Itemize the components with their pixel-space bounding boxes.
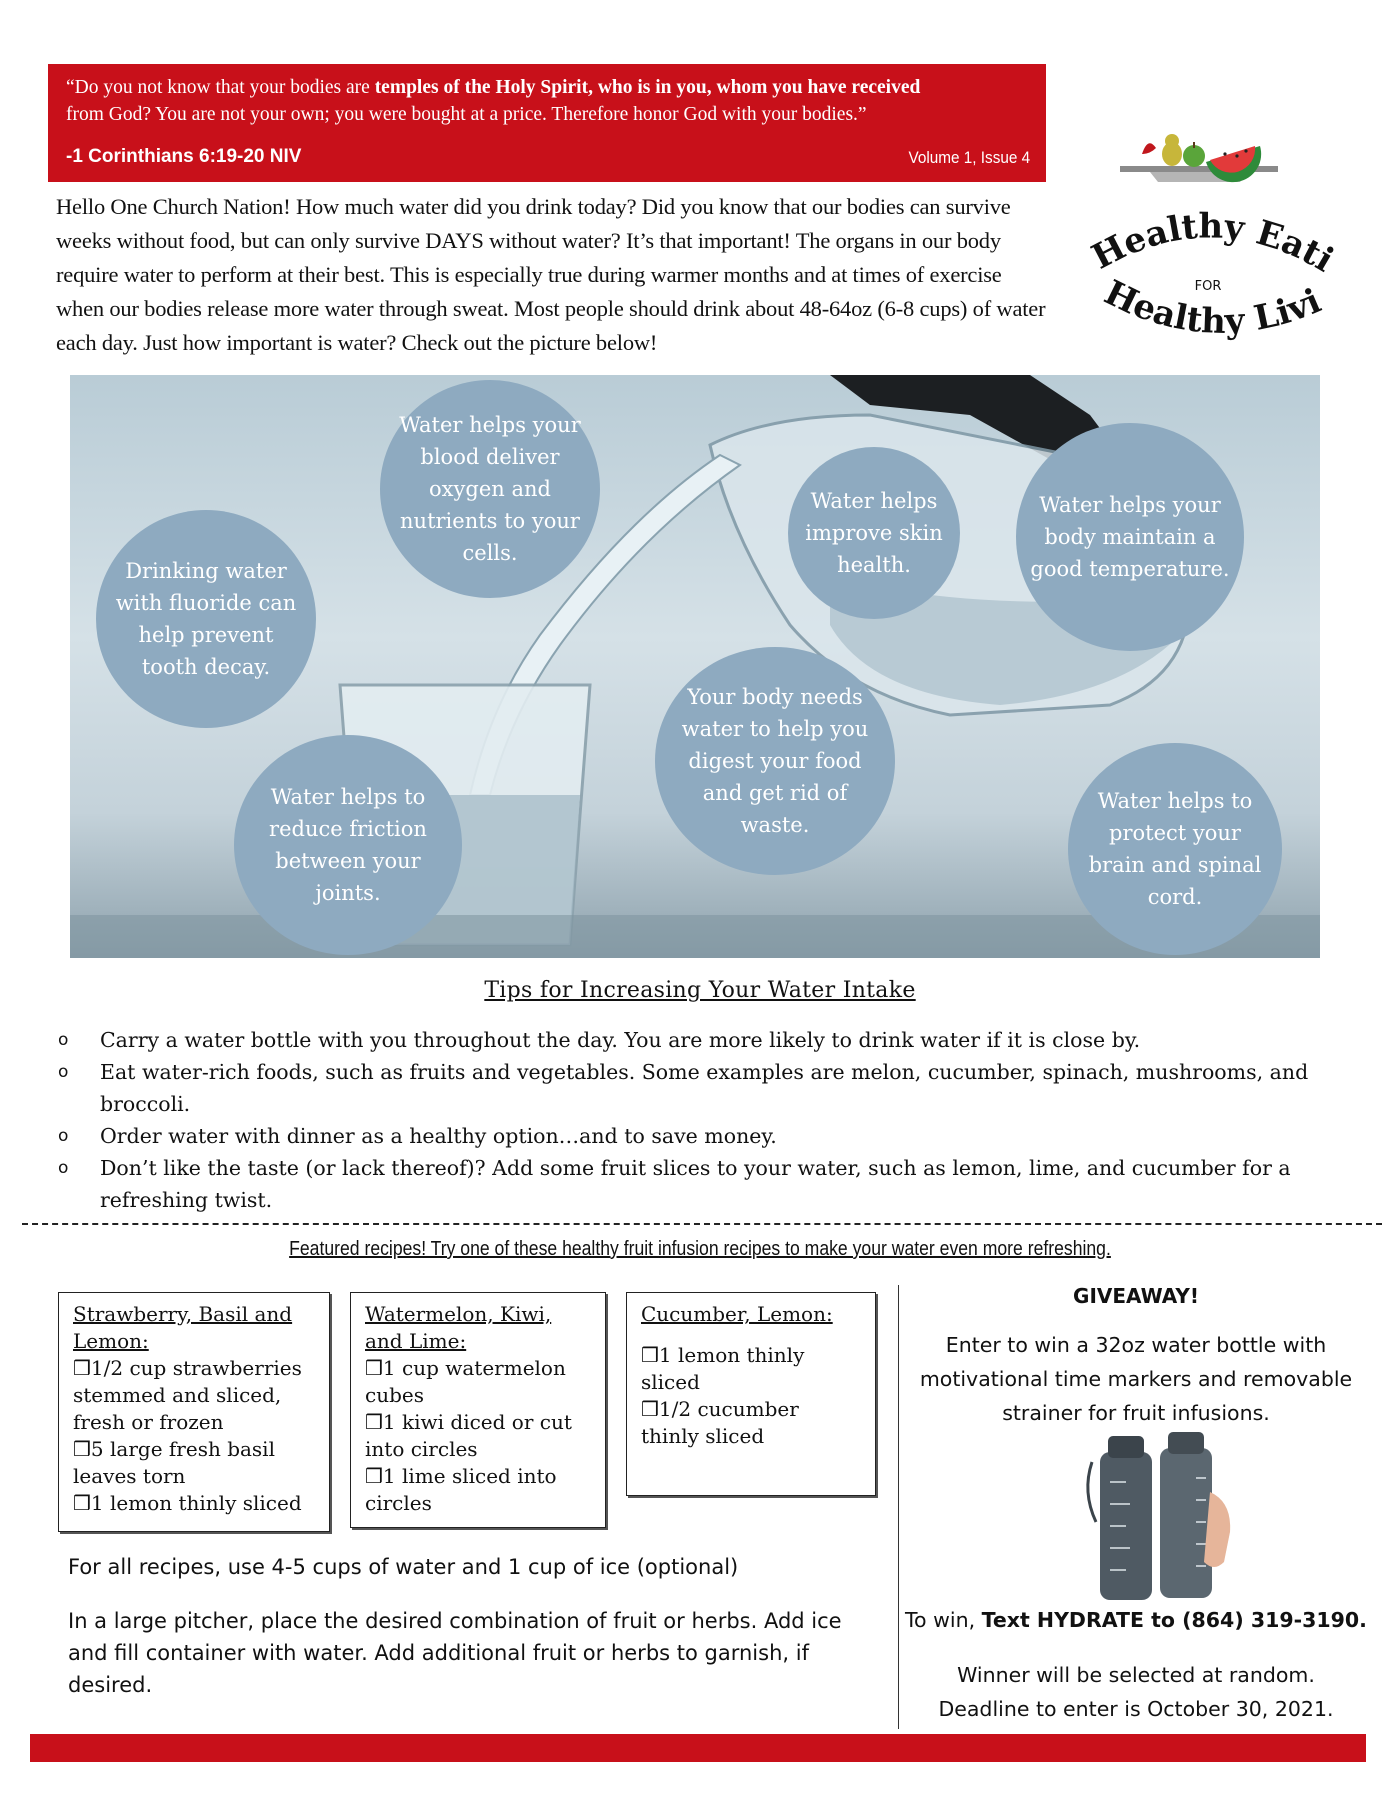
tip-item — [58, 1152, 1348, 1216]
recipe-title: Strawberry, Basil and Lemon: — [73, 1302, 293, 1353]
giveaway-text-code: Text HYDRATE to (864) 319-3190. — [981, 1608, 1367, 1632]
recipe-ingredient: ❒1 lemon thinly sliced — [641, 1343, 805, 1394]
bubble-blood-oxygen: Water helps your blood deliver oxygen and nutrients to your cells. — [380, 380, 600, 598]
giveaway-deadline: Deadline to enter is October 30, 2021. — [938, 1697, 1334, 1721]
giveaway-title: GIVEAWAY! — [1073, 1284, 1199, 1308]
quote-text-bold: temples of the Holy Spirit, who is in you, whom you have received — [374, 77, 921, 98]
tip-item — [58, 1024, 1348, 1056]
tips-list — [58, 1024, 1348, 1216]
giveaway-description: Enter to win a 32oz water bottle with motivational time markers and removable strainer for fruit infusions. — [919, 1333, 1353, 1425]
giveaway-instructions-prefix: To win, — [905, 1608, 982, 1632]
recipe-ingredient: ❒1 kiwi diced or cut into circles — [365, 1410, 572, 1461]
bubble-brain-spinal: Water helps to protect your brain and spinal cord. — [1068, 743, 1282, 955]
bubble-skin-health: Water helps improve skin health. — [788, 447, 960, 619]
recipes-title: Featured recipes! Try one of these healthy fruit infusion recipes to make your water even more refreshing. — [289, 1238, 1111, 1260]
water-pouring-image — [70, 375, 1320, 958]
scripture-quote — [66, 74, 1028, 128]
recipe-ingredient: ❒1 lemon thinly sliced — [73, 1491, 302, 1515]
bubble-tooth-decay: Drinking water with fluoride can help prevent tooth decay. — [96, 510, 316, 728]
tip-item — [58, 1120, 1348, 1152]
bubble-digestion: Your body needs water to help you digest your food and get rid of waste. — [655, 647, 895, 875]
logo-line2: FOR — [1194, 279, 1222, 294]
healthy-eating-logo — [1090, 110, 1350, 360]
bullet-icon: o — [58, 1158, 69, 1178]
tip-text: Carry a water bottle with you throughout the day. You are more likely to drink water if it is close by. — [100, 1028, 1141, 1052]
bubble-joints: Water helps to reduce friction between your joints. — [234, 735, 462, 955]
tip-text: Order water with dinner as a healthy option…and to save money. — [100, 1124, 777, 1148]
recipe-ingredient: ❒1/2 cucumber thinly sliced — [641, 1397, 799, 1448]
bullet-icon: o — [58, 1030, 69, 1050]
logo-line3: Healthy Livi — [1098, 272, 1327, 343]
bubble-temperature: Water helps your body maintain a good temperature. — [1016, 423, 1244, 651]
water-bottle-icon — [1078, 1432, 1248, 1602]
recipe-note-instructions: In a large pitcher, place the desired combination of fruit or herbs. Add ice and fill container with water. Add additional fruit or herbs to garnish, if desired. — [68, 1609, 842, 1697]
bullet-icon: o — [58, 1062, 69, 1082]
recipe-ingredient: ❒1 cup watermelon cubes — [365, 1356, 566, 1407]
quote-text-2: from God? You are not your own; you were bought at a price. Therefore honor God with your bodies.” — [66, 104, 867, 125]
giveaway-random-note: Winner will be selected at random. — [957, 1663, 1315, 1687]
scripture-banner — [48, 64, 1046, 182]
giveaway-section — [900, 1282, 1372, 1430]
tip-text: Don’t like the taste (or lack thereof)? Add some fruit slices to your water, such as lemon, lime, and cucumber for a refreshing twist. — [100, 1156, 1291, 1212]
tip-text: Eat water-rich foods, such as fruits and vegetables. Some examples are melon, cucumber, spinach, mushrooms, and broccoli. — [100, 1060, 1309, 1116]
scripture-citation: -1 Corinthians 6:19-20 NIV — [66, 146, 302, 167]
water-bottles-image — [1078, 1432, 1248, 1602]
recipe-title: Cucumber, Lemon: — [641, 1302, 833, 1326]
footer-bar — [30, 1734, 1366, 1762]
section-divider — [22, 1223, 1382, 1225]
fruit-plate-icon — [1090, 110, 1350, 360]
intro-paragraph: Hello One Church Nation! How much water did you drink today? Did you know that our bodies can survive weeks without food, but can only survive DAYS without water? It’s that important! The organs in our body require water to perform at their best. This is especially true during warmer months and at times of exercise when our bodies release more water through sweat. Most people should drink about 48-64oz (6-8 cups) of water each day. Just how important is water? Check out the picture below! — [56, 194, 1046, 355]
recipe-ingredient: ❒1 lime sliced into circles — [365, 1464, 557, 1515]
recipe-ingredient: ❒5 large fresh basil leaves torn — [73, 1437, 275, 1488]
recipe-card-cucumber — [626, 1292, 876, 1496]
recipe-ingredient: ❒1/2 cup strawberries stemmed and sliced, fresh or frozen — [73, 1356, 302, 1434]
giveaway-footer — [900, 1658, 1372, 1726]
logo-line1: Healthy Eati — [1090, 206, 1341, 281]
column-divider — [898, 1285, 899, 1729]
recipe-card-watermelon — [350, 1292, 606, 1528]
giveaway-instructions — [900, 1608, 1372, 1632]
quote-text-1: “Do you not know that your bodies are — [66, 77, 375, 98]
recipe-note-quantities: For all recipes, use 4-5 cups of water and 1 cup of ice (optional) — [68, 1555, 739, 1579]
tips-title: Tips for Increasing Your Water Intake — [484, 978, 916, 1003]
bullet-icon: o — [58, 1126, 69, 1146]
tip-item — [58, 1056, 1348, 1120]
recipe-title: Watermelon, Kiwi, and Lime: — [365, 1302, 552, 1353]
recipe-card-strawberry — [58, 1292, 330, 1532]
issue-volume: Volume 1, Issue 4 — [908, 148, 1030, 167]
